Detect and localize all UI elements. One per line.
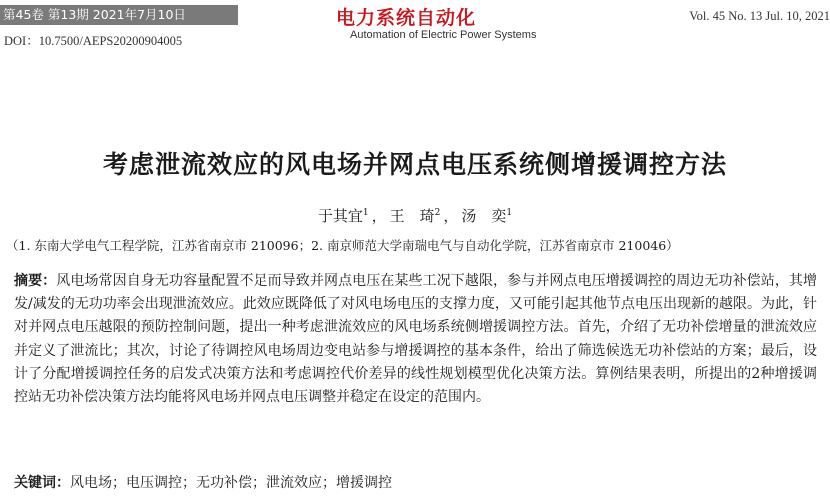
abstract bbox=[14, 270, 817, 409]
volume-info: Vol. 45 No. 13 Jul. 10, 2021 bbox=[689, 9, 830, 23]
issue-info: 第45卷 第13期 2021年7月10日 bbox=[0, 5, 238, 25]
author-3: 汤 奕$^1$ bbox=[461, 207, 513, 225]
journal-title-cn: 电力系统自动化 bbox=[336, 7, 477, 29]
keywords bbox=[14, 472, 392, 492]
author-1: 于其宜$^1$ bbox=[317, 207, 369, 225]
keywords-text: 风电场；电压调控；无功补偿；泄流效应；增援调控 bbox=[70, 475, 392, 491]
abstract-text: 风电场常因自身无功容量配置不足而导致并网点电压在某些工况下越限，参与并网点电压增援调控的周边无功补偿站，其增发/减发的无功功率会出现泄流效应。此效应既降低了对风电场电压的支撑力度，又可能引起其他节点电压出现新的越限。为此，针对并网点电压越限的预防控制问题，提出一种考虑泄流效应的风电场系统侧增援调控方法。首先，介绍了无功补偿增量的泄流效应并定义了泄流比；其次，讨论了待调控风电场周边变电站参与增援调控的基本条件，给出了筛选候选无功补偿站的方案；最后，设计了分配增援调控任务的启发式决策方法和考虑调控代价差异的线性规划模型优化决策方法。算例结果表明，所提出的2种增援调控站无功补偿决策方法均能将风电场并网点电压调整并稳定在设定的范围内。 bbox=[14, 273, 818, 406]
abstract-label: 摘要： bbox=[14, 273, 57, 289]
author-2: 王 琦$^2$ bbox=[389, 207, 441, 225]
keywords-label: 关键词： bbox=[14, 475, 70, 491]
doi: DOI：10.7500/AEPS20200904005 bbox=[4, 34, 183, 48]
journal-title-en: Automation of Electric Power Systems bbox=[350, 29, 537, 41]
author-separator: ， bbox=[443, 207, 459, 225]
author-separator: ， bbox=[371, 207, 387, 225]
affiliation: （1. 东南大学电气工程学院，江苏省南京市 210096；2. 南京师范大学南瑞电气与自动化学院，江苏省南京市 210046） bbox=[6, 238, 679, 253]
author-list bbox=[0, 205, 830, 226]
paper-title: 考虑泄流效应的风电场并网点电压系统侧增援调控方法 bbox=[102, 150, 727, 179]
